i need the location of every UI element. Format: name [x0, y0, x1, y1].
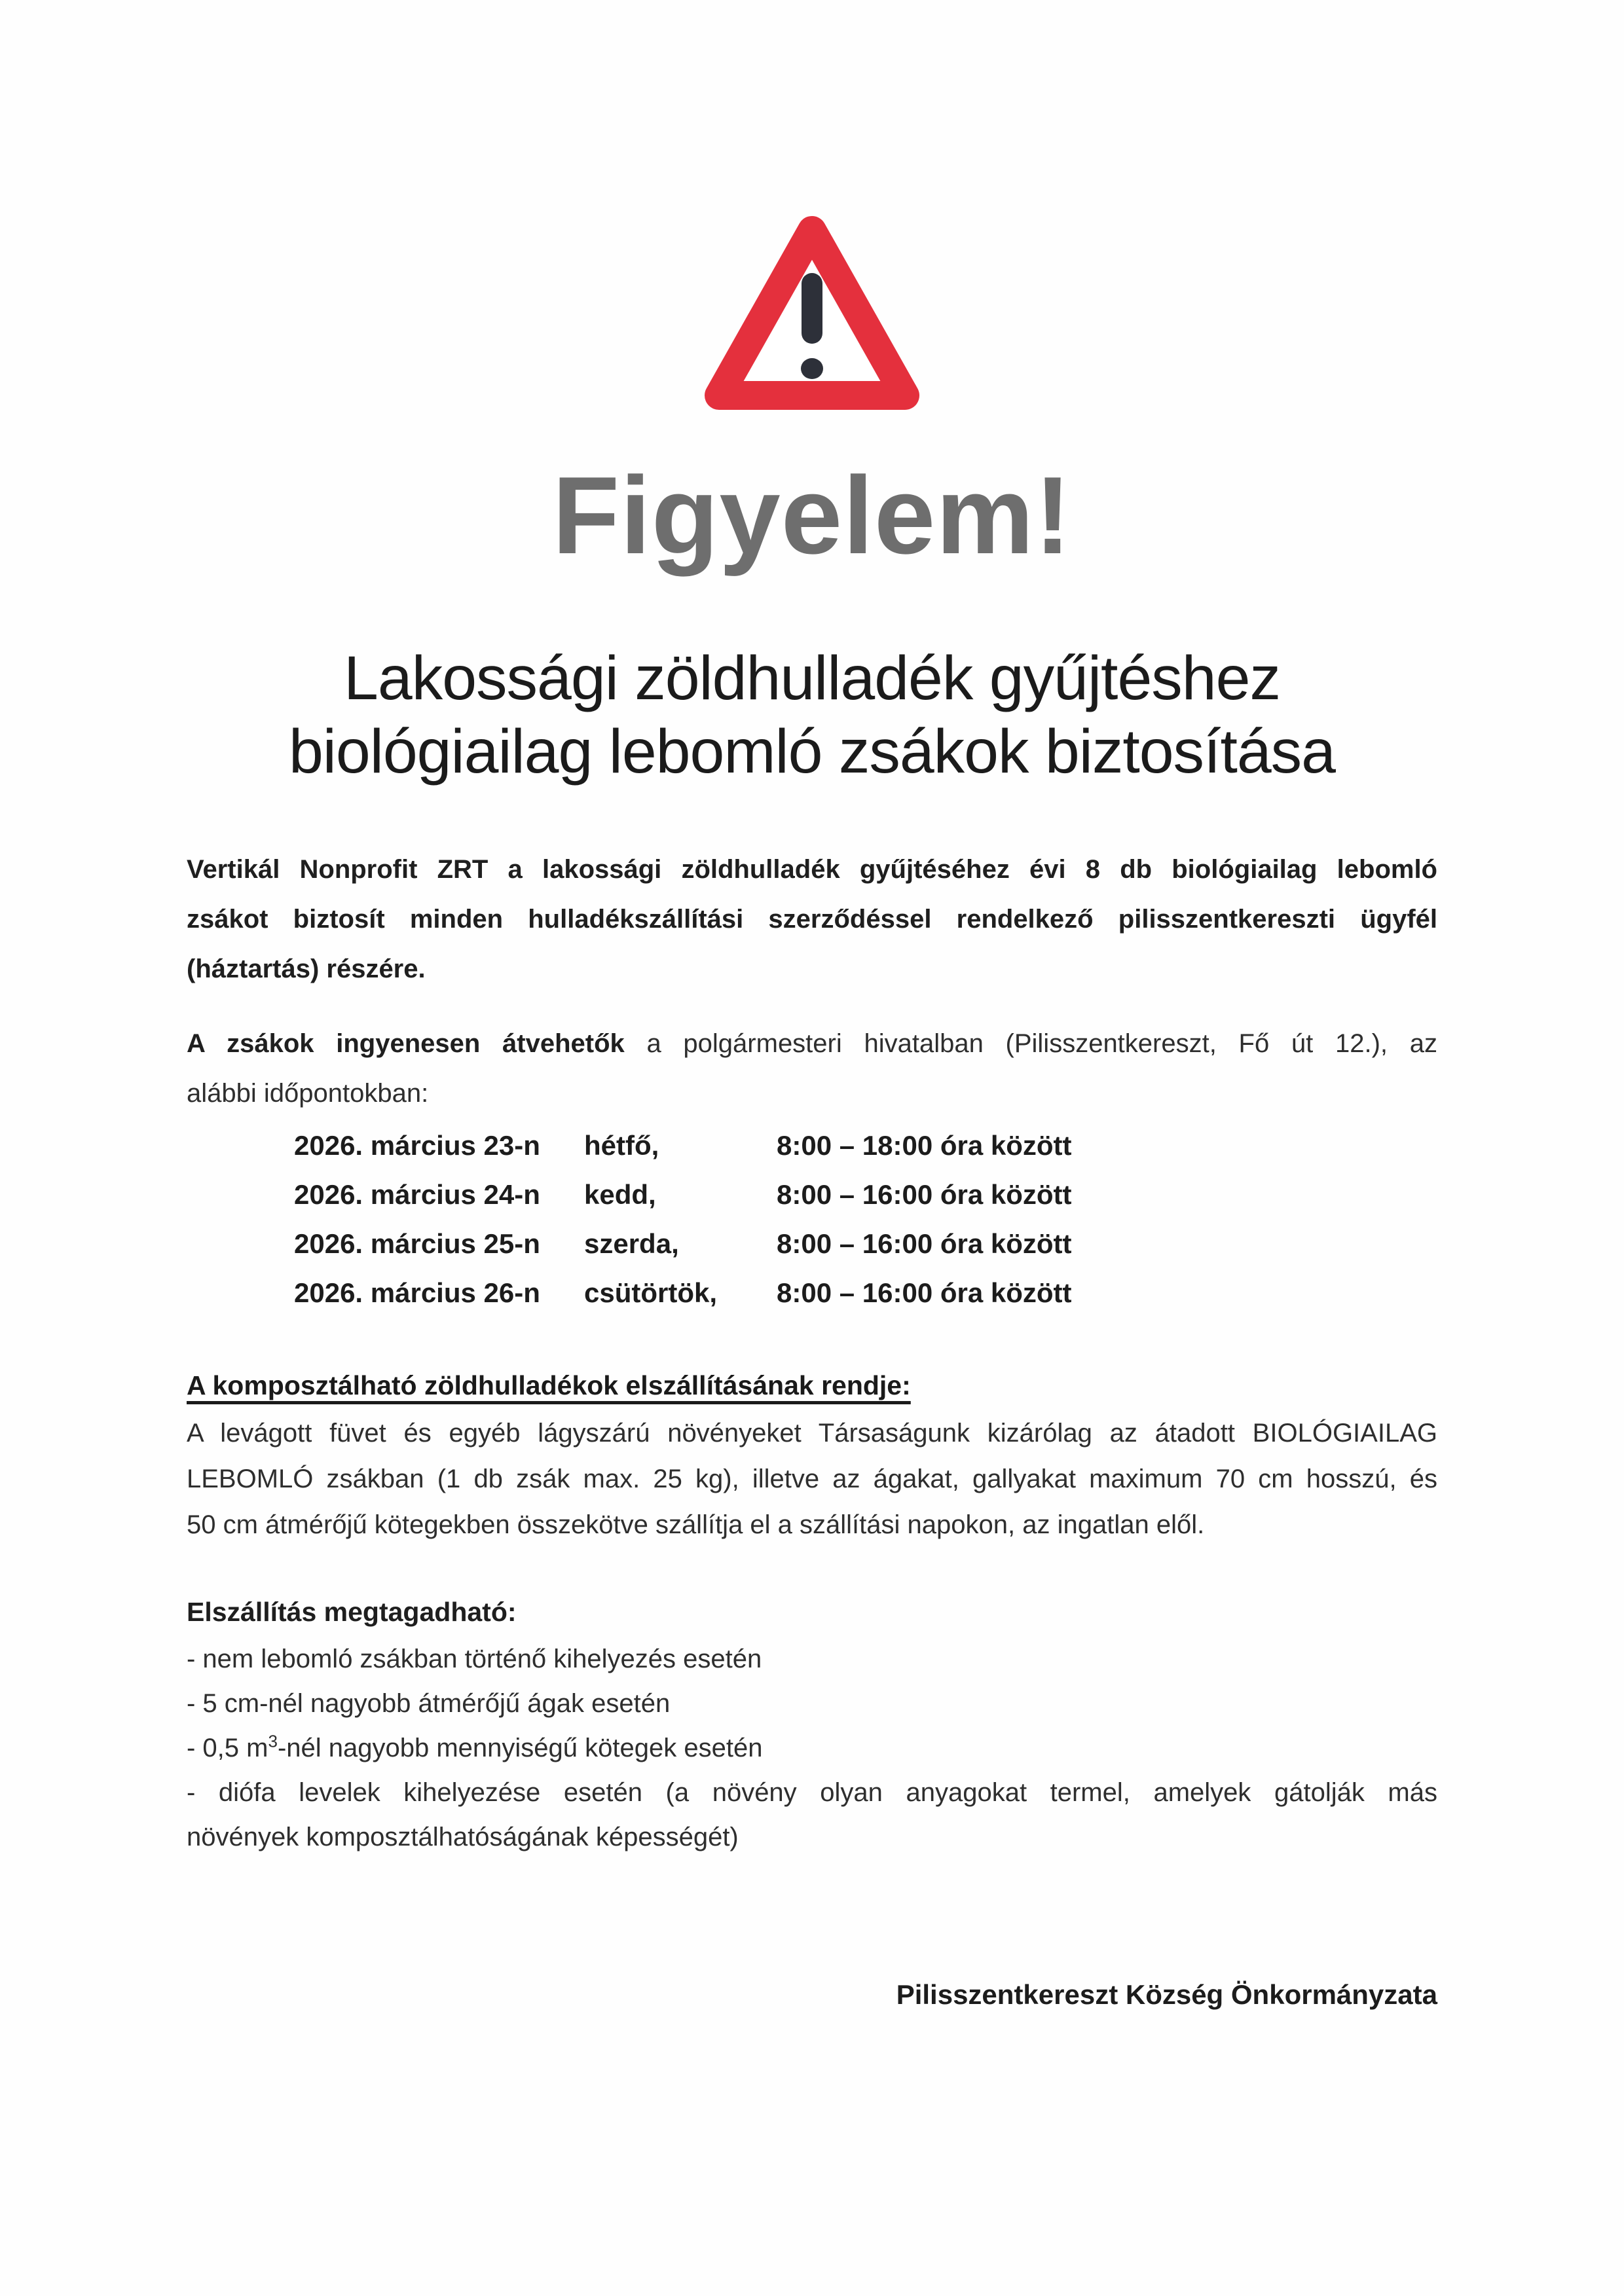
refusal-item3-post: -nél nagyobb mennyiségű kötegek esetén	[277, 1734, 763, 1762]
refusal-item3-superscript: 3	[268, 1731, 278, 1751]
warning-triangle-icon	[694, 211, 930, 420]
pickup-paragraph	[187, 1019, 1437, 1118]
schedule-row	[294, 1121, 1437, 1170]
refusal-heading: Elszállítás megtagadható:	[187, 1597, 517, 1627]
pickup-line1-rest: a polgármesteri hivatalban (Pilisszentkereszt, Fő út 12.), az	[624, 1029, 1437, 1058]
refusal-item: - diófa levelek kihelyezése esetén (a növény olyan anyagokat termel, amelyek gátolják más	[187, 1778, 1437, 1807]
schedule-date: 2026. március 26-n	[294, 1277, 540, 1308]
intro-line: zsákot biztosít minden hulladékszállítási szerződéssel rendelkező pilisszentkereszti ügyfél	[187, 905, 1437, 934]
transport-line: 50 cm átmérőjű kötegekben összekötve szállítja el a szállítási napokon, az ingatlan elől.	[187, 1510, 1205, 1539]
notice-title-line1: Lakossági zöldhulladék gyűjtéshez	[344, 644, 1280, 713]
intro-line: (háztartás) részére.	[187, 955, 426, 983]
transport-paragraph	[187, 1410, 1437, 1548]
exclamation-dot	[801, 358, 823, 379]
schedule-row	[294, 1268, 1437, 1317]
refusal-item: - nem lebomló zsákban történő kihelyezés esetén	[187, 1645, 762, 1673]
transport-line: A levágott füvet és egyéb lágyszárú növényeket Társaságunk kizárólag az átadott BIOLÓGIAILAG	[187, 1419, 1437, 1448]
schedule-time: 8:00 – 16:00 óra között	[777, 1179, 1072, 1210]
pickup-schedule	[187, 1121, 1437, 1317]
schedule-time: 8:00 – 16:00 óra között	[777, 1277, 1072, 1308]
schedule-day: hétfő,	[584, 1130, 659, 1161]
pickup-line2: alábbi időpontokban:	[187, 1079, 429, 1108]
notice-title	[187, 642, 1437, 788]
schedule-row	[294, 1219, 1437, 1268]
refusal-item3-pre: - 0,5 m	[187, 1734, 268, 1762]
schedule-time: 8:00 – 18:00 óra között	[777, 1130, 1072, 1161]
schedule-day: kedd,	[584, 1179, 656, 1210]
schedule-date: 2026. március 25-n	[294, 1228, 540, 1259]
schedule-date: 2026. március 23-n	[294, 1130, 540, 1161]
schedule-date: 2026. március 24-n	[294, 1179, 540, 1210]
transport-section-heading: A komposztálható zöldhulladékok elszállításának rendje:	[187, 1370, 911, 1400]
schedule-day: csütörtök,	[584, 1277, 718, 1308]
schedule-day: szerda,	[584, 1228, 679, 1259]
attention-heading: Figyelem!	[552, 454, 1072, 577]
notice-title-line2: biológiailag lebomló zsákok biztosítása	[288, 717, 1336, 786]
pickup-lead-bold: A zsákok ingyenesen átvehetők	[187, 1029, 625, 1058]
exclamation-bar	[802, 273, 822, 344]
refusal-item	[187, 1726, 1437, 1770]
refusal-item-continuation: növények komposztálhatóságának képességét)	[187, 1823, 739, 1851]
intro-line: Vertikál Nonprofit ZRT a lakossági zöldhulladék gyűjtéséhez évi 8 db biológiailag lebomló	[187, 855, 1437, 884]
refusal-item: - 5 cm-nél nagyobb átmérőjű ágak esetén	[187, 1689, 671, 1718]
pickup-line1	[187, 1019, 1437, 1068]
schedule-time: 8:00 – 16:00 óra között	[777, 1228, 1072, 1259]
transport-line: LEBOMLÓ zsákban (1 db zsák max. 25 kg), illetve az ágakat, gallyakat maximum 70 cm hosszú, és	[187, 1465, 1437, 1493]
schedule-row	[294, 1170, 1437, 1219]
intro-paragraph	[187, 845, 1437, 994]
signature: Pilisszentkereszt Község Önkormányzata	[896, 1979, 1437, 2010]
refusal-list	[187, 1637, 1437, 1859]
